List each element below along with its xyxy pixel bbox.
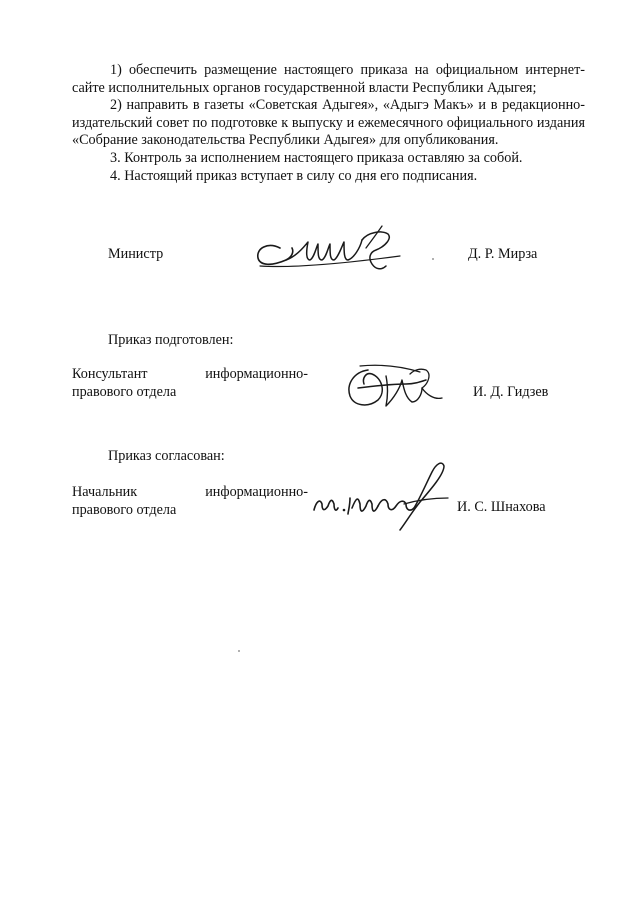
order-body-text bbox=[72, 62, 585, 185]
agreed-position-dept: правового отдела bbox=[72, 501, 177, 518]
preparer-name: И. Д. Гидзев bbox=[473, 384, 549, 400]
prepared-heading: Приказ подготовлен: bbox=[108, 332, 234, 348]
agreed-position-left: Начальник bbox=[72, 484, 138, 500]
agreed-heading: Приказ согласован: bbox=[108, 448, 225, 464]
prepared-position bbox=[72, 366, 308, 401]
prepared-position-left: Консультант bbox=[72, 366, 148, 382]
paragraph-2: 2) направить в газеты «Советская Адыгея», «Адыгэ Макъ» и в редакционно-издательский совет по подготовке к выпуску и ежемесячного официального издания «Собрание законодательства Республики Адыгея» для опубликования. bbox=[72, 97, 585, 149]
paragraph-4: 4. Настоящий приказ вступает в силу со дня его подписания. bbox=[110, 167, 478, 184]
agreed-position-right: информационно- bbox=[205, 484, 308, 500]
approver-name: И. С. Шнахова bbox=[457, 499, 546, 515]
agreed-position bbox=[72, 484, 308, 519]
preparer-signature-image bbox=[340, 358, 450, 414]
minister-signature-image bbox=[250, 226, 410, 276]
minister-title: Министр bbox=[108, 246, 164, 262]
prepared-position-right: информационно- bbox=[205, 366, 308, 382]
scan-speck bbox=[432, 258, 434, 260]
prepared-position-dept: правового отдела bbox=[72, 383, 177, 400]
approver-signature-image bbox=[308, 458, 458, 538]
paragraph-3: 3. Контроль за исполнением настоящего приказа оставляю за собой. bbox=[110, 149, 523, 166]
paragraph-1: 1) обеспечить размещение настоящего приказа на официальном интернет-сайте исполнительных органов государственной власти Республики Адыгея; bbox=[72, 62, 585, 96]
minister-name: Д. Р. Мирза bbox=[468, 246, 538, 262]
scan-speck bbox=[238, 650, 240, 652]
